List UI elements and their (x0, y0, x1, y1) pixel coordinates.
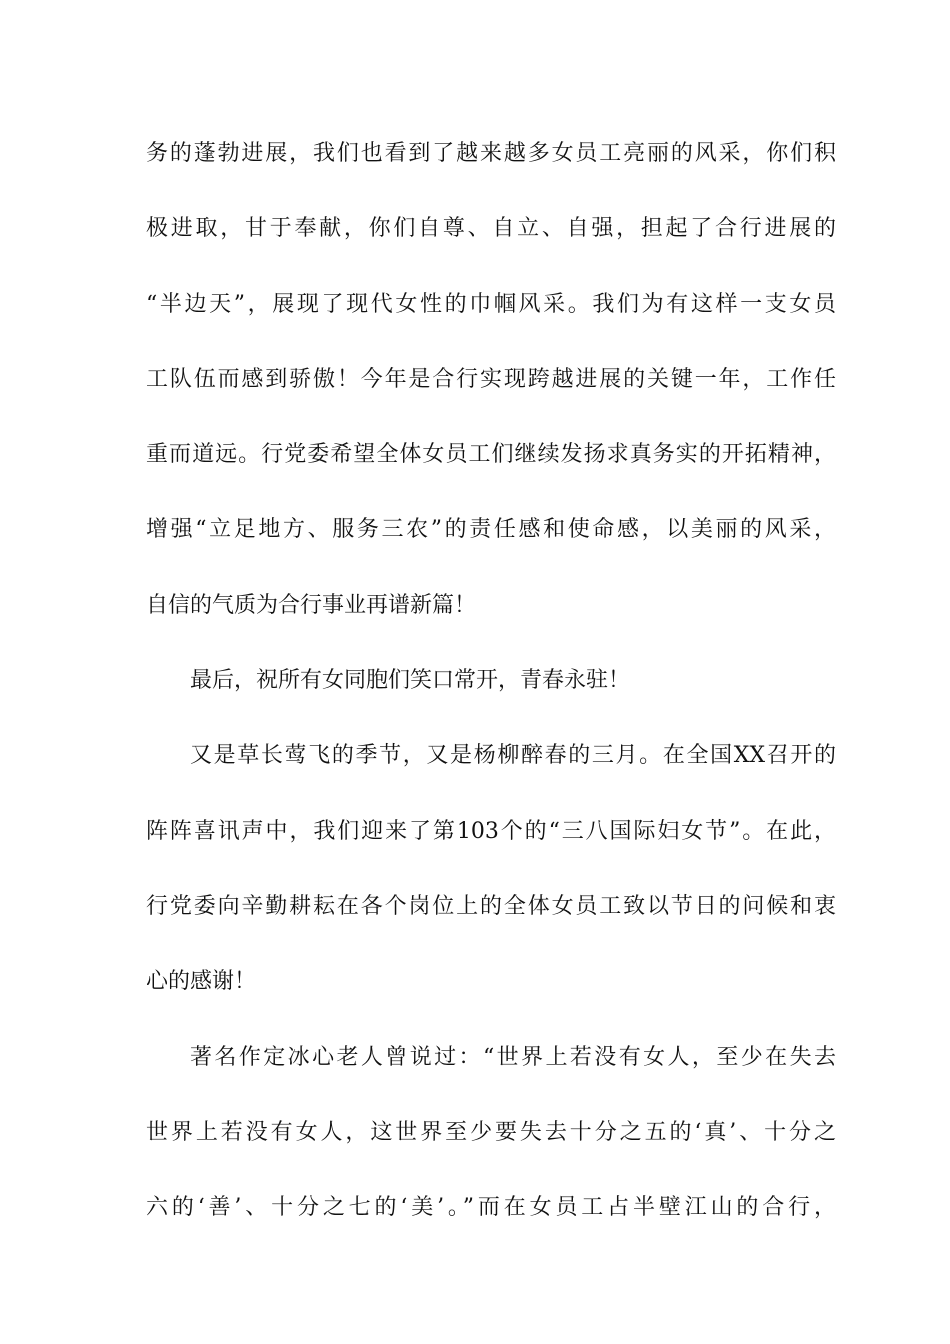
text-line-indented: 又是草长莺飞的季节，又是杨柳醉春的三月。在全国XX召开的 (190, 743, 836, 769)
text-line: 务的蓬勃进展，我们也看到了越来越多女员工亮丽的风采，你们积 (146, 141, 836, 166)
text-line: “半边天”，展现了现代女性的巾帼风采。我们为有这样一支女员 (146, 291, 836, 317)
text-line: 自信的气质为合行事业再谱新篇！ (146, 592, 477, 618)
text-line: 重而道远。行党委希望全体女员工们继续发扬求真务实的开拓精神， (146, 442, 836, 468)
text-line: 六的‘善’、十分之七的‘美’。”而在女员工占半壁江山的合行， (146, 1195, 836, 1221)
text-line-indented: 著名作定冰心老人曾说过：“世界上若没有女人，至少在失去 (190, 1044, 836, 1070)
text-line: 阵阵喜讯声中，我们迎来了第103个的“三八国际妇女节”。在此， (146, 818, 836, 844)
text-line: 行党委向辛勤耕耘在各个岗位上的全体女员工致以节日的问候和衷 (146, 893, 836, 919)
text-line: 极进取，甘于奉献，你们自尊、自立、自强，担起了合行进展的 (146, 216, 836, 242)
text-line: 工队伍而感到骄傲！今年是合行实现跨越进展的关键一年，工作任 (146, 366, 836, 392)
text-line: 心的感谢！ (146, 969, 257, 995)
text-line: 世界上若没有女人，这世界至少要失去十分之五的‘真’、十分之 (146, 1119, 836, 1145)
document-body (146, 131, 836, 1260)
text-line: 增强“立足地方、服务三农”的责任感和使命感，以美丽的风采， (146, 517, 836, 543)
text-line-indented: 最后，祝所有女同胞们笑口常开，青春永驻！ (190, 668, 631, 694)
